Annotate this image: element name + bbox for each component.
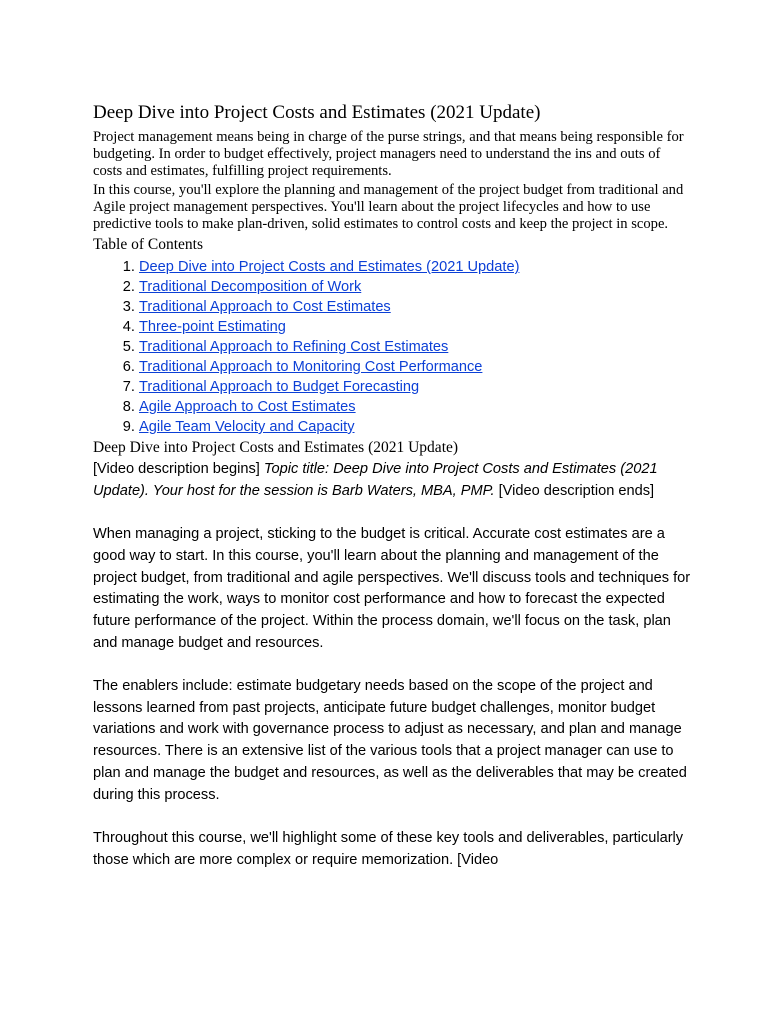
toc-link-6[interactable]: Traditional Approach to Monitoring Cost Performance: [139, 359, 483, 375]
video-description: [93, 459, 693, 502]
toc-link-3[interactable]: Traditional Approach to Cost Estimates: [139, 299, 391, 315]
toc-link-9[interactable]: Agile Team Velocity and Capacity: [139, 419, 355, 435]
toc-link-5[interactable]: Traditional Approach to Refining Cost Estimates: [139, 339, 449, 355]
intro-paragraph-1: Project management means being in charge of the purse strings, and that means being responsible for budgeting. In order to budget effectively, project managers need to understand the ins and outs of costs and estimates, fulfilling project requirements.: [93, 129, 684, 179]
body-paragraph-2: The enablers include: estimate budgetary needs based on the scope of the project and lessons learned from past projects, anticipate future budget challenges, monitor budget variations and work with governance process to adjust as necessary, and plan and manage resources. There is an extensive list of the various tools that a project manager can use to plan and manage the budget and resources, as well as the deliverables that may be created during this process.: [93, 678, 687, 803]
document-title: Deep Dive into Project Costs and Estimates (2021 Update): [93, 102, 541, 123]
document-page: [93, 100, 693, 893]
toc-item: [139, 397, 693, 417]
toc-item: [139, 377, 693, 397]
body-paragraph-1: When managing a project, sticking to the budget is critical. Accurate cost estimates are a good way to start. In this course, you'll learn about the planning and management of the project budget, from traditional and agile perspectives. We'll discuss tools and techniques for estimating the work, ways to monitor cost performance and how to forecast the expected future performance of the project. Within the process domain, we'll focus on the task, plan and manage budget and resources.: [93, 526, 691, 651]
toc-item: [139, 277, 693, 297]
toc-link-7[interactable]: Traditional Approach to Budget Forecasting: [139, 379, 420, 395]
toc-link-2[interactable]: Traditional Decomposition of Work: [139, 279, 362, 295]
toc-link-8[interactable]: Agile Approach to Cost Estimates: [139, 399, 356, 415]
toc-item: [139, 337, 693, 357]
toc-heading: Table of Contents: [93, 236, 203, 253]
toc-link-1[interactable]: Deep Dive into Project Costs and Estimates (2021 Update): [139, 259, 520, 275]
toc-link-4[interactable]: Three-point Estimating: [139, 319, 286, 335]
toc-item: [139, 417, 693, 437]
toc-item: [139, 357, 693, 377]
video-desc-begin: [Video description begins]: [93, 461, 264, 477]
video-desc-topic: Topic title: Deep Dive into Project Costs and Estimates (2021 Update). Your host for the session is Barb Waters, MBA, PMP.: [93, 461, 658, 499]
toc-item: [139, 257, 693, 277]
video-desc-end: [Video description ends]: [494, 482, 655, 499]
toc-item: [139, 317, 693, 337]
toc-item: [139, 297, 693, 317]
intro-paragraph-2: In this course, you'll explore the planning and management of the project budget from traditional and Agile project management perspectives. You'll learn about the project lifecycles and how to use predictive tools to make plan-driven, solid estimates to control costs and keep the project in scope.: [93, 182, 684, 232]
table-of-contents: [93, 257, 693, 437]
section-title: Deep Dive into Project Costs and Estimates (2021 Update): [93, 439, 459, 456]
body-paragraph-3: Throughout this course, we'll highlight some of these key tools and deliverables, particularly those which are more complex or require memorization. [Video: [93, 829, 684, 868]
